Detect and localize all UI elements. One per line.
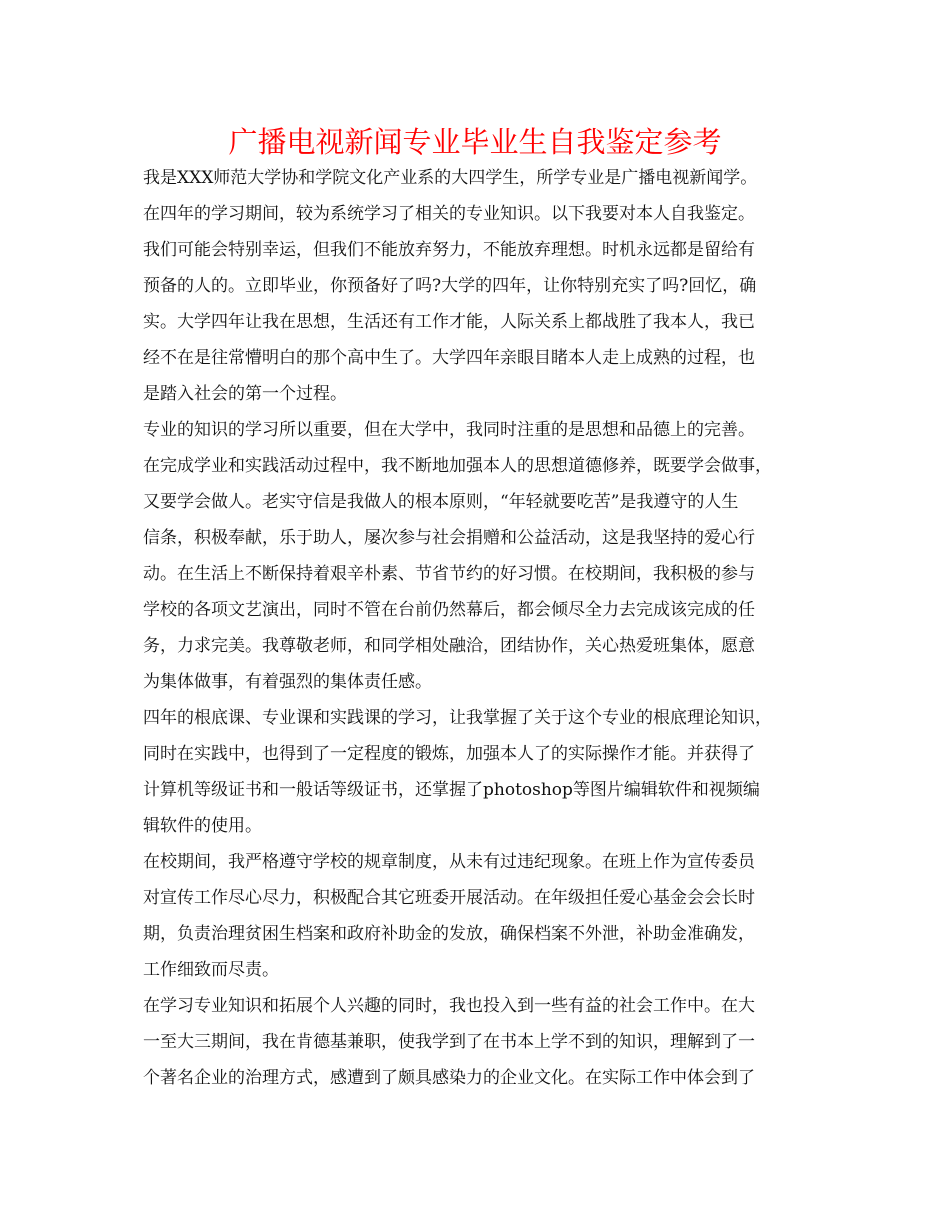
body-line: 又要学会做人。老实守信是我做人的根本原则，“年轻就要吃苦”是我遵守的人生 — [143, 492, 739, 512]
body-line: 期，负责治理贫困生档案和政府补助金的发放，确保档案不外泄，补助金准确发， — [143, 924, 755, 944]
body-line: 学校的各项文艺演出，同时不管在台前仍然幕后，都会倾尽全力去完成该完成的任 — [143, 600, 755, 620]
body-line: 工作细致而尽责。 — [143, 960, 279, 980]
body-line: 一至大三期间，我在肯德基兼职，使我学到了在书本上学不到的知识，理解到了一 — [143, 1032, 755, 1052]
body-line: 务，力求完美。我尊敬老师，和同学相处融洽，团结协作，关心热爱班集体，愿意 — [143, 636, 755, 656]
body-line: 对宣传工作尽心尽力，积极配合其它班委开展活动。在年级担任爱心基金会会长时 — [143, 888, 755, 908]
body-line: 在校期间，我严格遵守学校的规章制度，从未有过违纪现象。在班上作为宣传委员 — [143, 852, 755, 872]
body-line: 在四年的学习期间，较为系统学习了相关的专业知识。以下我要对本人自我鉴定。 — [143, 204, 755, 224]
body-line: 我们可能会特别幸运，但我们不能放弃努力，不能放弃理想。时机永远都是留给有 — [143, 240, 755, 260]
body-line: 辑软件的使用。 — [143, 816, 262, 836]
body-line: 信条，积极奉献，乐于助人，屡次参与社会捐赠和公益活动，这是我坚持的爱心行 — [143, 528, 755, 548]
body-line: 四年的根底课、专业课和实践课的学习，让我掌握了关于这个专业的根底理论知识， — [143, 708, 772, 728]
body-line: 在完成学业和实践活动过程中，我不断地加强本人的思想道德修养，既要学会做事， — [143, 456, 772, 476]
document-title: 广播电视新闻专业毕业生自我鉴定参考 — [228, 125, 722, 159]
body-line: 同时在实践中，也得到了一定程度的锻炼，加强本人了的实际操作才能。并获得了 — [143, 744, 755, 764]
body-line: 为集体做事，有着强烈的集体责任感。 — [143, 672, 432, 692]
body-line: 动。在生活上不断保持着艰辛朴素、节省节约的好习惯。在校期间，我积极的参与 — [143, 564, 755, 584]
body-line: 是踏入社会的第一个过程。 — [143, 384, 347, 404]
body-line: 计算机等级证书和一般话等级证书，还掌握了photoshop等图片编辑软件和视频编 — [143, 780, 760, 800]
document-body — [143, 160, 823, 1096]
body-line: 我是XXX师范大学协和学院文化产业系的大四学生，所学专业是广播电视新闻学。 — [143, 168, 758, 188]
body-line: 经不在是往常懵明白的那个高中生了。大学四年亲眼目睹本人走上成熟的过程，也 — [143, 348, 755, 368]
body-line: 专业的知识的学习所以重要，但在大学中，我同时注重的是思想和品德上的完善。 — [143, 420, 755, 440]
body-line: 个著名企业的治理方式，感遭到了颇具感染力的企业文化。在实际工作中体会到了 — [143, 1068, 755, 1088]
body-line: 预备的人的。立即毕业，你预备好了吗?大学的四年，让你特别充实了吗?回忆，确 — [143, 276, 757, 296]
body-line: 在学习专业知识和拓展个人兴趣的同时，我也投入到一些有益的社会工作中。在大 — [143, 996, 755, 1016]
body-line: 实。大学四年让我在思想，生活还有工作才能，人际关系上都战胜了我本人，我已 — [143, 312, 755, 332]
